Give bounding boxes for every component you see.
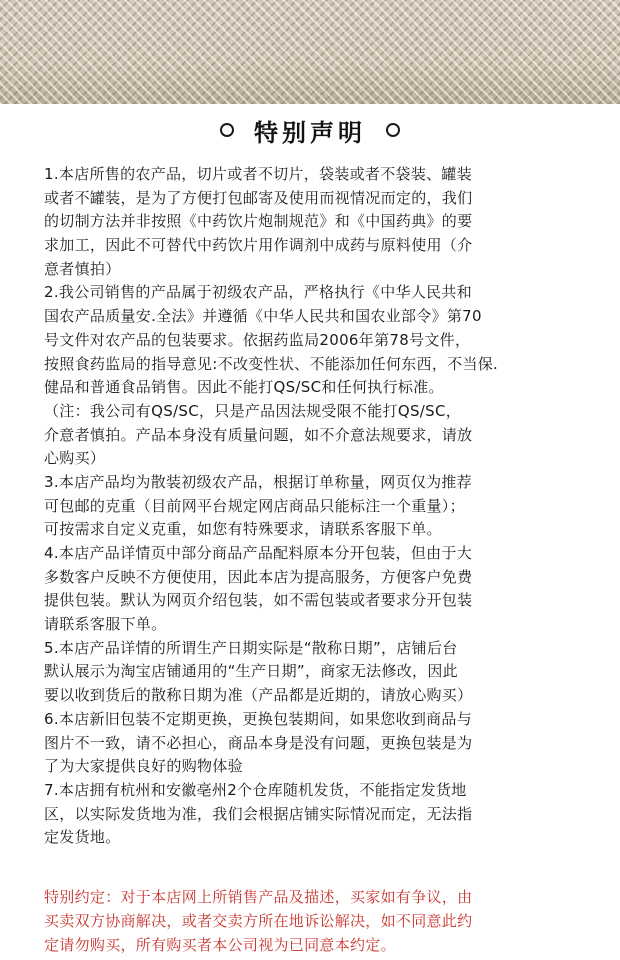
statement-line: 的切制方法并非按照《中药饮片炮制规范》和《中国药典》的要	[44, 212, 473, 231]
statement-line: 定发货地。	[44, 828, 121, 847]
statement-line: 健品和普通食品销售。因此不能打QS/SC和任何执行标准。	[44, 378, 444, 397]
special-agreement	[44, 886, 580, 957]
statement-line: 要以收到货后的散称日期为准（产品都是近期的，请放心购买）	[44, 686, 473, 705]
agreement-line: 买卖双方协商解决，或者交卖方所在地诉讼解决，如不同意此约	[44, 911, 473, 930]
statement-line: 意者慎拍）	[44, 259, 121, 278]
fabric-texture-banner	[0, 0, 620, 104]
statement-line: 提供包装。默认为网页介绍包装，如不需包装或者要求分开包装	[44, 591, 473, 610]
statement-line: 默认展示为淘宝店铺通用的“生产日期”，商家无法修改，因此	[44, 662, 458, 681]
circle-icon	[220, 123, 234, 137]
title-row	[0, 112, 620, 148]
statement-line: 区，以实际发货地为准，我们会根据店铺实际情况而定，无法指	[44, 804, 473, 823]
page-title: 特别声明	[254, 118, 366, 147]
statement-line: 4.本店产品详情页中部分商品产品配料原本分开包装，但由于大	[44, 544, 473, 562]
statement-line: 图片不一致，请不必担心，商品本身是没有问题，更换包装是为	[44, 733, 473, 752]
statement-line: 心购买）	[44, 449, 106, 468]
statement-line: 多数客户反映不方便使用，因此本店为提高服务，方便客户免费	[44, 567, 473, 586]
statement-line: 了为大家提供良好的购物体验	[44, 757, 243, 776]
statement-line: 7.本店拥有杭州和安徽亳州2个仓库随机发货，不能指定发货地	[44, 780, 467, 799]
statement-line: 3.本店产品均为散装初级农产品，根据订单称量，网页仅为推荐	[44, 472, 473, 491]
agreement-line: 定请勿购买，所有购买者本公司视为已同意本约定。	[44, 935, 396, 954]
statement-line: 2.我公司销售的产品属于初级农产品，严格执行《中华人民共和	[44, 283, 473, 302]
statement-line: 请联系客服下单。	[44, 615, 167, 634]
agreement-line: 特别约定：对于本店网上所销售产品及描述，买家如有争议，由	[44, 888, 473, 906]
statement-line: 1.本店所售的农产品，切片或者不切片，袋装或者不袋装、罐装	[44, 165, 473, 183]
statement-line: 5.本店产品详情的所谓生产日期实际是“散称日期”，店铺后台	[44, 638, 458, 657]
statement-line: （注：我公司有QS/SC，只是产品因法规受限不能打QS/SC，	[44, 401, 462, 420]
statement-line: 可包邮的克重（目前网平台规定网店商品只能标注一个重量）；	[44, 496, 465, 515]
statement-line: 按照食药监局的指导意见:不改变性状、不能添加任何东西，不当保.	[44, 354, 499, 373]
statement-line: 介意者慎拍。产品本身没有质量问题，如不介意法规要求，请放	[44, 425, 473, 444]
statement-body	[44, 163, 580, 850]
statement-line: 求加工，因此不可替代中药饮片用作调剂中成药与原料使用（介	[44, 236, 473, 255]
statement-line: 或者不罐装，是为了方便打包邮寄及使用而视情况而定的，我们	[44, 188, 473, 207]
statement-line: 号文件对农产品的包装要求。依据药监局2006年第78号文件，	[44, 330, 471, 349]
statement-line: 6.本店新旧包装不定期更换，更换包装期间，如果您收到商品与	[44, 709, 473, 728]
statement-line: 可按需求自定义克重，如您有特殊要求，请联系客服下单。	[44, 520, 442, 539]
statement-line: 国农产品质量安.全法》并遵循《中华人民共和国农业部令》第70	[44, 307, 482, 326]
circle-icon	[386, 123, 400, 137]
